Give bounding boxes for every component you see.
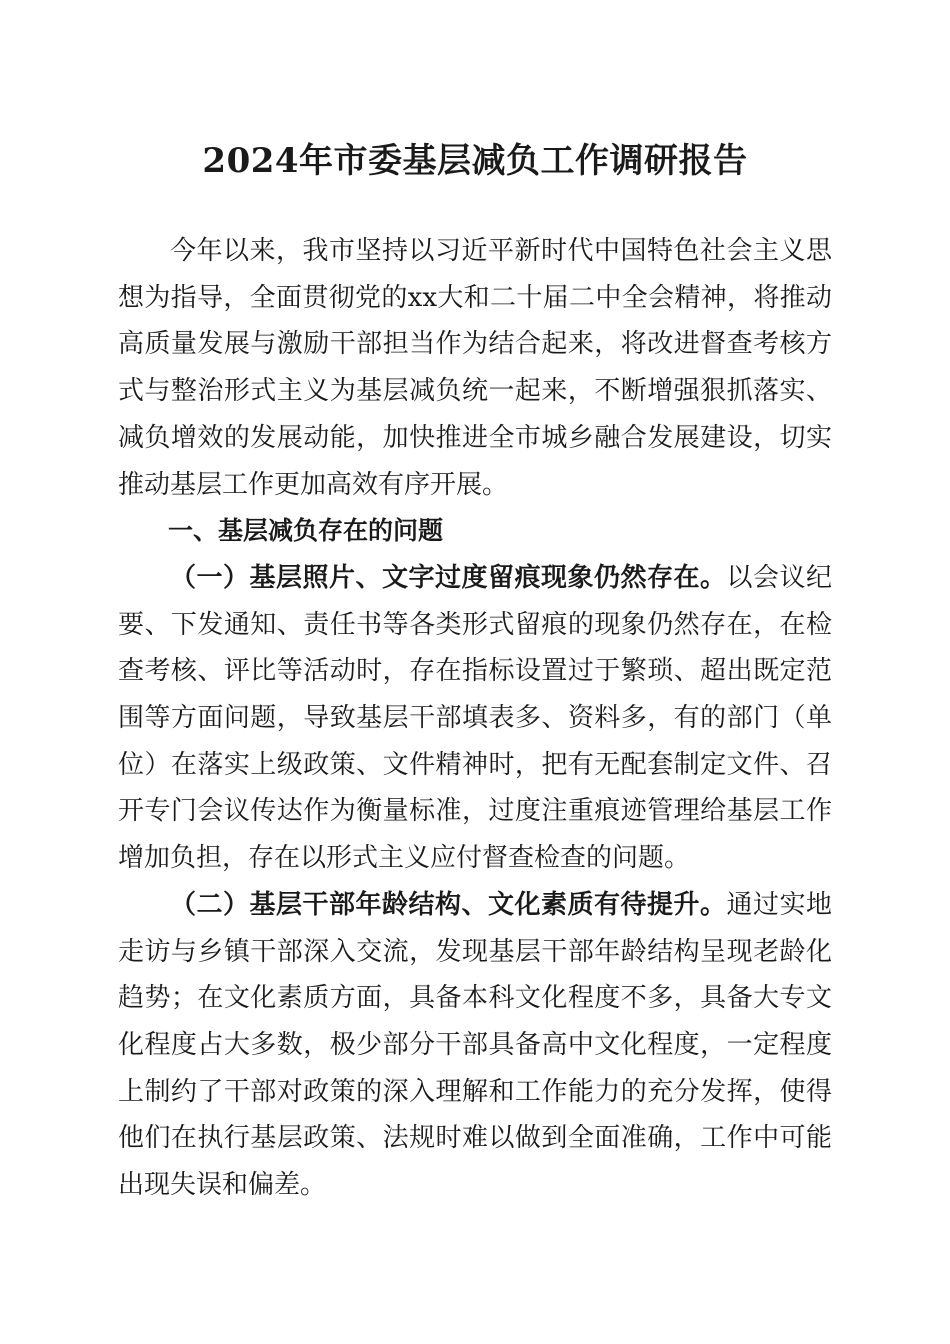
issue-lead-1: （一）基层照片、文字过度留痕现象仍然存在。 <box>170 562 727 593</box>
document-title: 2024年市委基层减负工作调研报告 <box>202 141 748 181</box>
intro-paragraph: 今年以来，我市坚持以习近平新时代中国特色社会主义思想为指导，全面贯彻党的xx大和二十届二中全会精神，将推动高质量发展与激励干部担当作为结合起来，将改进督查考核方式与整治形式主义为基层减负统一起来，不断增强狠抓落实、减负增效的发展动能，加快推进全市城乡融合发展建设，切实推动基层工作更加高效有序开展。 <box>118 236 832 500</box>
issue-text-2: 通过实地走访与乡镇干部深入交流，发现基层干部年龄结构呈现老龄化趋势；在文化素质方面，具备本科文化程度不多，具备大专文化程度占大多数，极少部分干部具备高中文化程度，一定程度上制约了干部对政策的深入理解和工作能力的充分发挥，使得他们在执行基层政策、法规时难以做到全面准确，工作中可能出现失误和偏差。 <box>118 889 832 1201</box>
issue-lead-2: （二）基层干部年龄结构、文化素质有待提升。 <box>170 889 727 920</box>
section-heading: 一、基层减负存在的问题 <box>168 516 444 546</box>
issue-paragraph-2 <box>118 882 832 1209</box>
issue-paragraph-1 <box>118 555 832 882</box>
issue-text-1: 以会议纪要、下发通知、责任书等各类形式留痕的现象仍然存在，在检查考核、评比等活动时，存在指标设置过于繁琐、超出既定范围等方面问题，导致基层干部填表多、资料多，有的部门（单位）在落实上级政策、文件精神时，把有无配套制定文件、召开专门会议传达作为衡量标准，过度注重痕迹管理给基层工作增加负担，存在以形式主义应付督查检查的问题。 <box>118 562 832 874</box>
document-body <box>118 228 832 1209</box>
